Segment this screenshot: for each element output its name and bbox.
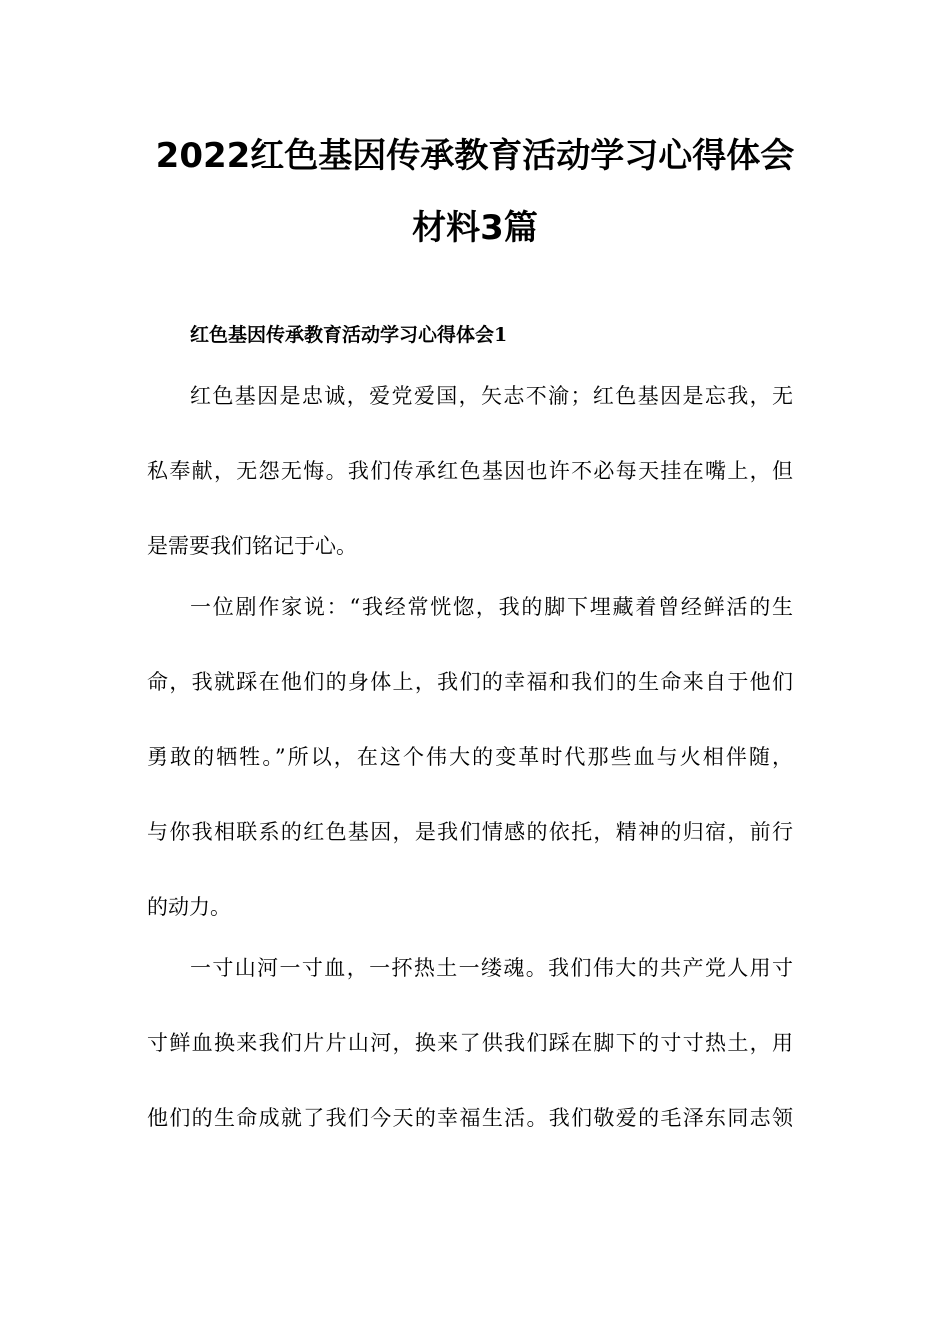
paragraph-1-line-2: 私奉献，无怨无悔。我们传承红色基因也许不必每天挂在嘴上，但 (147, 459, 793, 483)
paragraph-2-line-2: 命，我就踩在他们的身体上，我们的幸福和我们的生命来自于他们 (147, 670, 793, 694)
paragraph-1-line-1: 红色基因是忠诚，爱党爱国，矢志不渝；红色基因是忘我，无 (190, 384, 793, 408)
paragraph-1-line-3: 是需要我们铭记于心。 (147, 534, 357, 558)
paragraph-2-line-5: 的动力。 (147, 895, 231, 919)
paragraph-3-line-3: 他们的生命成就了我们今天的幸福生活。我们敬爱的毛泽东同志领 (147, 1106, 793, 1130)
paragraph-2-line-3: 勇敢的牺牲。”所以，在这个伟大的变革时代那些血与火相伴随， (147, 745, 793, 769)
document-title-line-1: 2022红色基因传承教育活动学习心得体会 (155, 136, 795, 176)
section-heading: 红色基因传承教育活动学习心得体会1 (190, 324, 508, 346)
document-title-line-2: 材料3篇 (412, 208, 538, 248)
paragraph-2-line-1: 一位剧作家说：“我经常恍惚，我的脚下埋藏着曾经鲜活的生 (190, 595, 793, 619)
paragraph-2-line-4: 与你我相联系的红色基因，是我们情感的依托，精神的归宿，前行 (147, 820, 793, 844)
paragraph-3-line-1: 一寸山河一寸血，一抔热土一缕魂。我们伟大的共产党人用寸 (190, 956, 793, 980)
paragraph-3-line-2: 寸鲜血换来我们片片山河，换来了供我们踩在脚下的寸寸热土，用 (147, 1031, 793, 1055)
